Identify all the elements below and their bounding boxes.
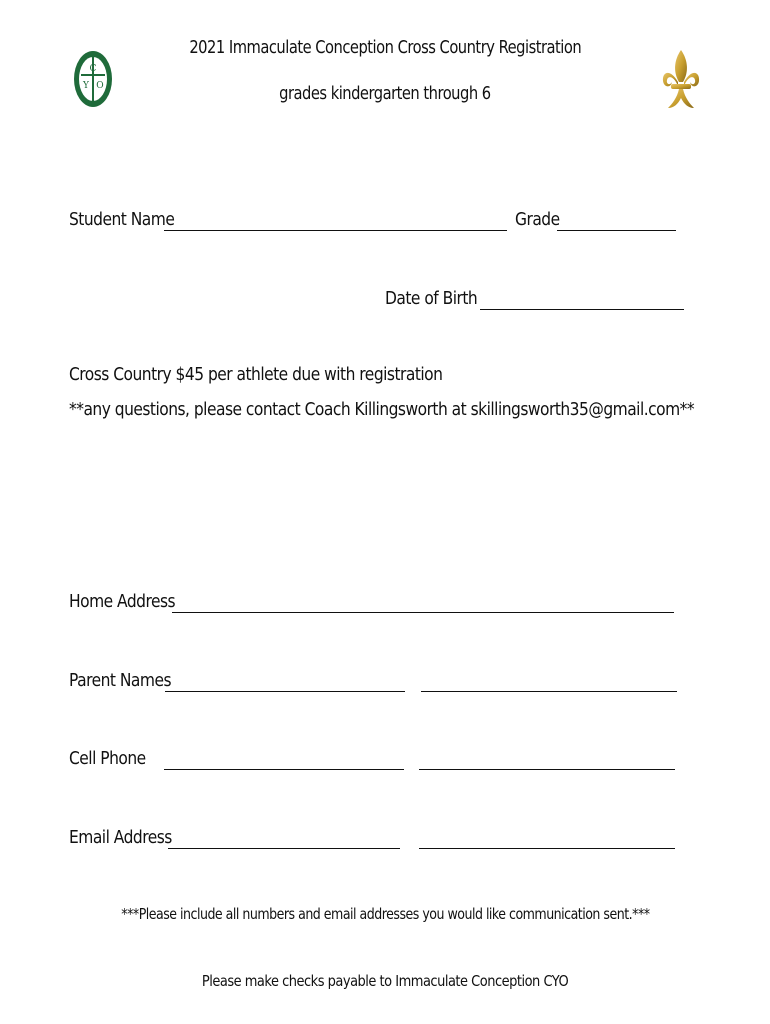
checks-note-text: Please make checks payable to Immaculate Conception CYO bbox=[201, 972, 569, 990]
parent-names-label: Parent Names bbox=[69, 670, 172, 691]
fee-text: Cross Country $45 per athlete due with registration bbox=[69, 364, 443, 385]
dob-field[interactable] bbox=[480, 309, 684, 310]
email-2-field[interactable] bbox=[419, 848, 675, 849]
email-label: Email Address bbox=[69, 827, 172, 848]
grade-label: Grade bbox=[515, 209, 560, 230]
dob-label: Date of Birth bbox=[385, 288, 478, 309]
contact-note bbox=[0, 904, 770, 924]
parent-name-1-field[interactable] bbox=[165, 691, 405, 692]
cyo-letter-o: O bbox=[96, 81, 104, 91]
grade-field[interactable] bbox=[557, 230, 676, 231]
form-subtitle bbox=[0, 84, 770, 104]
parent-name-2-field[interactable] bbox=[421, 691, 677, 692]
contact-note-text: ***Please include all numbers and email addresses you would like communication sent.*** bbox=[120, 905, 650, 923]
checks-note bbox=[0, 971, 770, 991]
contact-text: **any questions, please contact Coach Killingsworth at skillingsworth35@gmail.com** bbox=[69, 399, 695, 420]
cell-phone-1-field[interactable] bbox=[164, 769, 404, 770]
form-subtitle-text: grades kindergarten through 6 bbox=[279, 84, 491, 104]
home-address-label: Home Address bbox=[69, 591, 176, 612]
student-name-label: Student Name bbox=[69, 209, 175, 230]
student-name-field[interactable] bbox=[164, 230, 507, 231]
home-address-field[interactable] bbox=[172, 612, 674, 613]
form-title bbox=[0, 38, 770, 58]
email-1-field[interactable] bbox=[168, 848, 400, 849]
cell-phone-label: Cell Phone bbox=[69, 748, 146, 769]
cell-phone-2-field[interactable] bbox=[419, 769, 675, 770]
form-title-text: 2021 Immaculate Conception Cross Country Registration bbox=[189, 38, 581, 58]
cyo-letter-c: C bbox=[89, 64, 97, 74]
cyo-letter-y: Y bbox=[83, 81, 89, 91]
